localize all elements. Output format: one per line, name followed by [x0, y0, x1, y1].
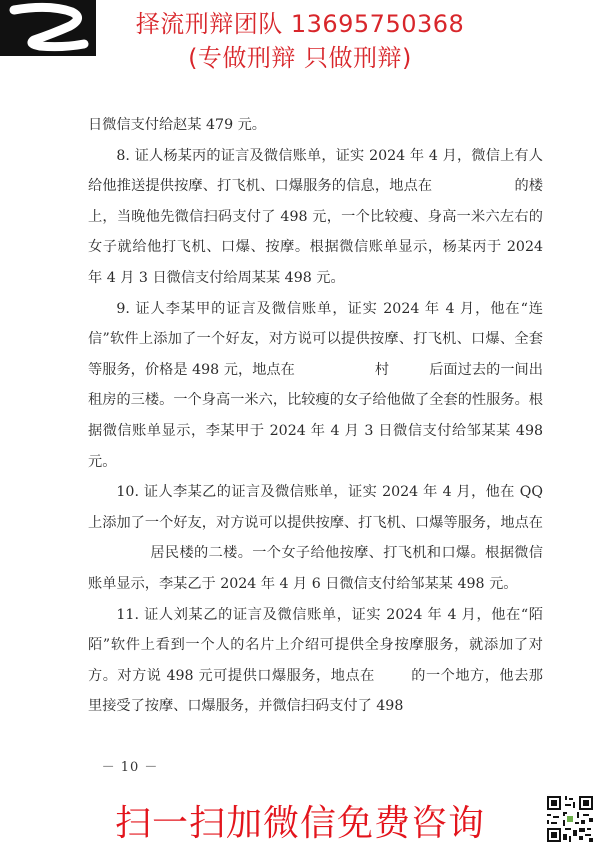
header-title: 择流刑辩团队 13695750368 — [135, 10, 465, 38]
paragraph-9-part3: 后面过去的一间出租房的三楼。一个身高一米六，比较瘦的女子给他做了全套的性服务。根据微信账单显示，李某甲于 2024 年 4 月 3 日微信支付给邹某某 498 元。 — [88, 361, 543, 470]
header-subtitle: (专做刑辩 只做刑辩) — [188, 44, 412, 72]
qr-code-icon[interactable] — [545, 794, 595, 844]
paragraph-9-part1: 9. 证人李某甲的证言及微信账单，证实 2024 年 4 月，他在“连信”软件上添加了一个好友，对方说可以提供按摩、打飞机、口爆、全套等服务，价格是 498 元，地点在 — [88, 300, 543, 378]
paragraph-10-part1: 10. 证人李某乙的证言及微信账单，证实 2024 年 4 月，他在 QQ 上添加了一个好友，对方说可以提供按摩、打飞机、口爆等服务，地点在 — [88, 484, 543, 531]
document-body — [88, 110, 543, 722]
paragraph-continuation: 日微信支付给赵某 479 元。 — [88, 117, 266, 133]
paragraph-10-part2: 居民楼的二楼。一个女子给他按摩、打飞机和口爆。根据微信账单显示，李某乙于 2024 年 4 月 6 日微信支付给邹某某 498 元。 — [88, 545, 543, 592]
paragraph-8-part1: 8. 证人杨某丙的证言及微信账单，证实 2024 年 4 月，微信上有人给他推送提供按摩、打飞机、口爆服务的信息，地点在 — [88, 147, 543, 195]
paragraph-11-part1: 11. 证人刘某乙的证言及微信账单，证实 2024 年 4 月，他在“陌陌”软件上看到一个人的名片上介绍可提供全身按摩服务，就添加了对方。对方说 498 元可提供口爆服务，地点在 — [88, 606, 543, 684]
page-number: － 10 － — [101, 760, 159, 775]
paragraph-11 — [88, 600, 543, 722]
paragraph-8 — [88, 141, 543, 294]
paragraph-9 — [88, 294, 543, 478]
paragraph-10 — [88, 477, 543, 599]
paragraph-8-part2: 的楼上，当晚他先微信扫码支付了 498 元，一个比较瘦、身高一米六左右的女子就给他打飞机、口爆、按摩。根据微信账单显示，杨某丙于 2024 年 4 月 3 日微信支付给周某某 498 元。 — [88, 178, 543, 286]
paragraph-9-part2: 村 — [374, 361, 390, 378]
consult-banner: 扫一扫加微信免费咨询 — [114, 803, 485, 844]
paragraph-11-part2: 的一个地方，他去那里接受了按摩、口爆服务，并微信扫码支付了 498 — [88, 667, 543, 715]
